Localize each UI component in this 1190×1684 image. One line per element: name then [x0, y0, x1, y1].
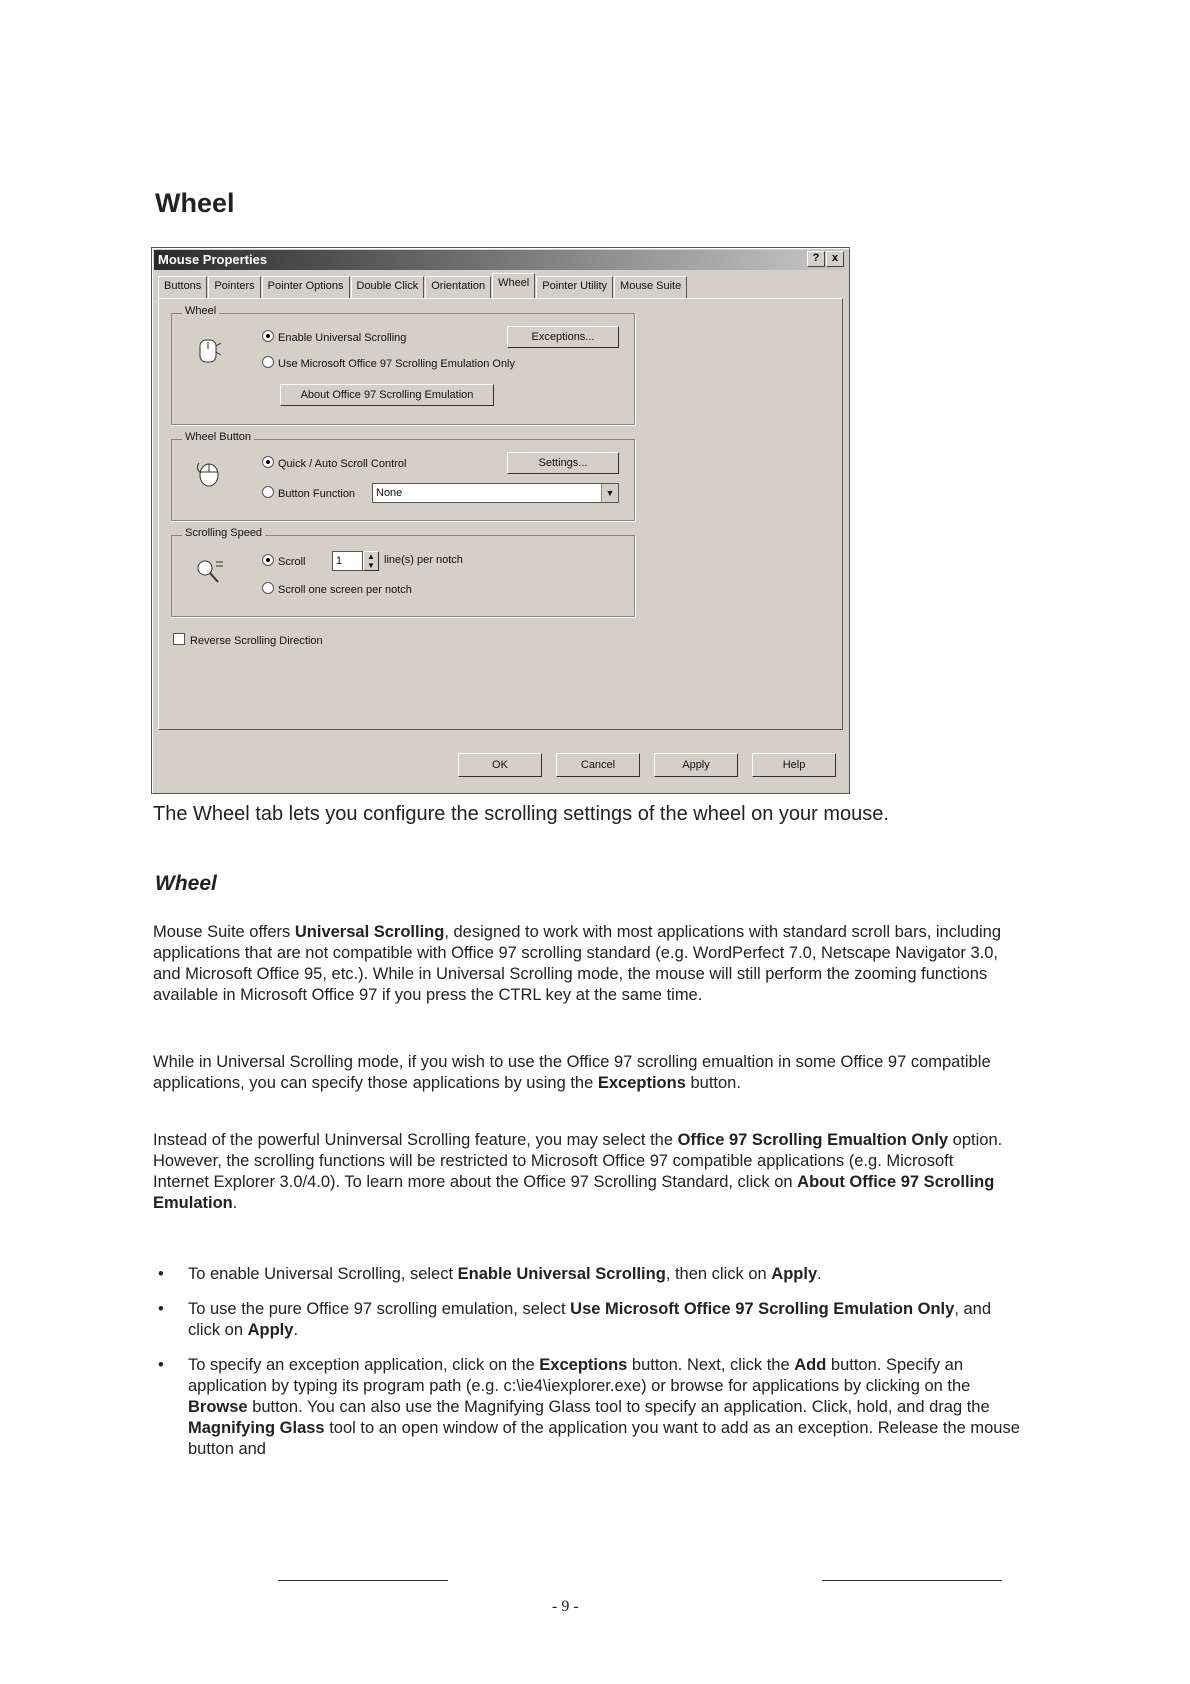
mouse-icon — [194, 458, 224, 488]
mouse-properties-dialog — [151, 247, 850, 794]
enable-universal-label: Enable Universal Scrolling — [278, 332, 407, 344]
bold-term: Add — [794, 1356, 827, 1374]
scrolling-speed-group-legend: Scrolling Speed — [182, 527, 265, 539]
bold-term: Browse — [188, 1398, 248, 1416]
scroll-one-screen-label: Scroll one screen per notch — [278, 584, 412, 596]
office97-emulation-label: Use Microsoft Office 97 Scrolling Emulation Only — [278, 358, 515, 370]
tab-strip — [158, 276, 688, 298]
text-run: To use the pure Office 97 scrolling emulation, select — [188, 1300, 571, 1318]
help-title-button[interactable]: ? — [807, 251, 825, 267]
bold-term: Apply — [247, 1321, 294, 1339]
tab-pointers[interactable]: Pointers — [208, 276, 260, 298]
radio-indicator — [262, 486, 274, 498]
text-run: option. However, the scrolling functions will be restricted to Microsoft Office 97 compatible applications (e.g. Microsoft Internet Explorer 3.0/4.0). To learn more about the Office 97 Scrolling Standard, click on — [153, 1131, 1003, 1191]
bold-term: Apply — [771, 1265, 818, 1283]
text-run: , then click on — [665, 1265, 772, 1283]
scroll-speed-icon — [194, 556, 224, 586]
office97-emulation-radio[interactable] — [262, 356, 515, 370]
reverse-direction-checkbox[interactable] — [173, 633, 323, 647]
tab-wheel[interactable]: Wheel — [492, 273, 535, 298]
lines-spinner[interactable]: ▲ ▼ — [363, 551, 379, 571]
text-run: While in Universal Scrolling mode, if you wish to use the Office 97 scrolling emualtion in some Office 97 compatible applications, you can specify those applications by using the — [153, 1053, 991, 1092]
text-run: tool to an open window of the application you want to add as an exception. Release the mouse button and — [188, 1419, 1020, 1458]
about-office97-button[interactable]: About Office 97 Scrolling Emulation — [280, 384, 494, 406]
tab-double-click[interactable]: Double Click — [351, 276, 425, 298]
ok-button[interactable]: OK — [458, 753, 542, 777]
settings-button[interactable]: Settings... — [507, 452, 619, 474]
exceptions-button[interactable]: Exceptions... — [507, 326, 619, 348]
bold-term: Exceptions — [539, 1356, 628, 1374]
dialog-titlebar — [154, 250, 847, 270]
close-title-button[interactable]: x — [826, 251, 844, 267]
wheel-icon — [194, 336, 224, 366]
wheel-group-legend: Wheel — [182, 305, 219, 317]
enable-universal-radio[interactable] — [262, 330, 406, 344]
text-run: Instead of the powerful Uninversal Scrolling feature, you may select the — [153, 1131, 678, 1149]
lines-per-notch-input[interactable]: 1 — [332, 551, 363, 571]
list-item — [153, 1355, 1023, 1460]
apply-button[interactable]: Apply — [654, 753, 738, 777]
paragraph-universal-scrolling — [153, 922, 1013, 1006]
footer-rule-right — [822, 1580, 1002, 1581]
wheel-group — [171, 305, 635, 425]
text-run: button. You can also use the Magnifying Glass tool to specify an application. Click, hold, and drag the — [247, 1398, 990, 1416]
tab-pointer-options[interactable]: Pointer Options — [262, 276, 350, 298]
button-function-radio[interactable] — [262, 486, 355, 500]
lines-per-notch-label: line(s) per notch — [384, 554, 463, 566]
page-heading: Wheel — [155, 188, 235, 218]
scroll-one-screen-radio[interactable] — [262, 582, 412, 596]
text-run: button. Specify an application by typing its program path (e.g. c:\ie4\iexplorer.exe) or browse for applications by clicking on the — [188, 1356, 971, 1395]
paragraph-exceptions — [153, 1052, 1013, 1094]
reverse-direction-label: Reverse Scrolling Direction — [190, 635, 323, 647]
text-run: , and click on — [188, 1300, 992, 1339]
tab-mouse-suite[interactable]: Mouse Suite — [614, 276, 687, 298]
tab-pointer-utility[interactable]: Pointer Utility — [536, 276, 613, 298]
bold-term: Enable Universal Scrolling — [457, 1265, 666, 1283]
wheel-button-group-legend: Wheel Button — [182, 431, 254, 443]
cancel-button[interactable]: Cancel — [556, 753, 640, 777]
radio-selected-indicator — [262, 330, 274, 342]
text-run: Mouse Suite offers — [153, 923, 295, 941]
tab-buttons[interactable]: Buttons — [158, 276, 207, 298]
button-function-select[interactable] — [372, 483, 619, 503]
radio-selected-indicator — [262, 456, 274, 468]
list-item — [153, 1264, 1023, 1285]
text-run: . — [232, 1194, 238, 1212]
quick-auto-scroll-label: Quick / Auto Scroll Control — [278, 458, 407, 470]
dialog-title: Mouse Properties — [158, 252, 268, 267]
paragraph-office97-emulation — [153, 1130, 1013, 1214]
wheel-button-group — [171, 431, 635, 521]
scroll-lines-radio[interactable] — [262, 554, 306, 568]
text-run: button. — [685, 1074, 741, 1092]
bold-term: Magnifying Glass — [188, 1419, 325, 1437]
bold-term: Universal Scrolling — [294, 923, 445, 941]
radio-selected-indicator — [262, 554, 274, 566]
quick-auto-scroll-radio[interactable] — [262, 456, 406, 470]
text-run: To enable Universal Scrolling, select — [188, 1265, 458, 1283]
page-number: - 9 - — [552, 1598, 579, 1615]
text-run: button. Next, click the — [627, 1356, 795, 1374]
text-run: To specify an exception application, click on the — [188, 1356, 540, 1374]
checkbox-box — [173, 633, 185, 645]
text-run: , designed to work with most applications with standard scroll bars, including applications that are not compatible with Office 97 scrolling standard (e.g. WordPerfect 7.0, Netscape Navigator 3.0, and Microsoft Office 95, etc.). While in Universal Scrolling mode, the mouse will still perform the zooming functions available in Microsoft Office 97 if you press the CTRL key at the same time. — [153, 923, 1002, 1004]
wheel-tab-panel — [158, 298, 843, 730]
button-function-label: Button Function — [278, 488, 356, 500]
list-item — [153, 1299, 1023, 1341]
scrolling-speed-group — [171, 527, 635, 617]
bold-term: Use Microsoft Office 97 Scrolling Emulation Only — [570, 1300, 955, 1318]
intro-text: The Wheel tab lets you configure the scrolling settings of the wheel on your mouse. — [153, 803, 889, 825]
tab-orientation[interactable]: Orientation — [425, 276, 491, 298]
help-button[interactable]: Help — [752, 753, 836, 777]
chevron-down-icon[interactable]: ▼ — [601, 484, 618, 502]
footer-rule-left — [278, 1580, 448, 1581]
radio-indicator — [262, 582, 274, 594]
instruction-list — [153, 1264, 1023, 1474]
radio-indicator — [262, 356, 274, 368]
text-run: . — [293, 1321, 299, 1339]
bold-term: Exceptions — [597, 1074, 686, 1092]
text-run: . — [817, 1265, 822, 1283]
button-function-value: None — [376, 487, 403, 499]
bold-term: Office 97 Scrolling Emualtion Only — [677, 1131, 949, 1149]
wheel-subheading: Wheel — [155, 872, 217, 895]
scroll-lines-label: Scroll — [278, 556, 306, 568]
bold-term: About Office 97 Scrolling Emulation — [153, 1173, 995, 1212]
